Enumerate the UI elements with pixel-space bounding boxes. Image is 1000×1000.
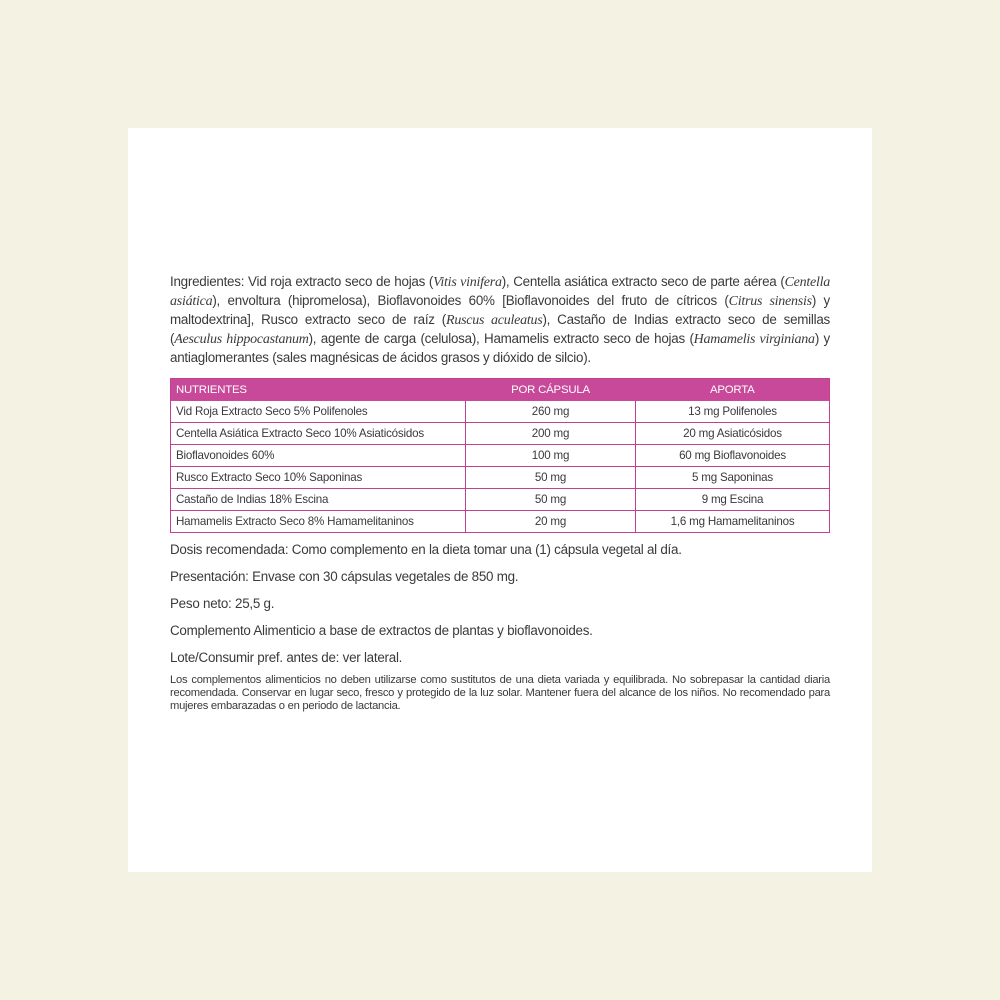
latin-name-vitis: Vitis vinifera [433,275,502,290]
table-row [171,445,830,467]
nutrient-per-capsule: 20 mg [466,511,636,533]
header-por-capsula: POR CÁPSULA [466,379,636,402]
lot-expiry-text: Lote/Consumir pref. antes de: ver lateral. [170,650,403,665]
latin-name-hamamelis: Hamamelis virginiana [693,332,815,347]
label-content [170,273,830,724]
nutrient-provides: 13 mg Polifenoles [636,401,830,423]
nutrient-provides: 9 mg Escina [636,489,830,511]
table-row [171,489,830,511]
nutrient-name: Hamamelis Extracto Seco 8% Hamamelitaninos [171,511,466,533]
nutrient-provides: 1,6 mg Hamamelitaninos [636,511,830,533]
nutrient-name: Vid Roja Extracto Seco 5% Polifenoles [171,401,466,423]
latin-name-centella: Centella asiática [170,275,830,309]
dosage-text: Dosis recomendada: Como complemento en la dieta tomar una (1) cápsula vegetal al día. [170,542,682,557]
nutrient-provides: 20 mg Asiaticósidos [636,423,830,445]
nutrient-per-capsule: 260 mg [466,401,636,423]
table-row [171,467,830,489]
latin-name-ruscus: Ruscus aculeatus [446,313,543,328]
nutrient-per-capsule: 50 mg [466,489,636,511]
header-nutrientes: NUTRIENTES [171,379,466,402]
nutrient-provides: 5 mg Saponinas [636,467,830,489]
ingredients-paragraph: Ingredientes: Vid roja extracto seco de hojas (Vitis vinifera), Centella asiática extracto seco de parte aérea (Centella asiática), envoltura (hipromelosa), Bioflavonoides 60% [Bioflavonoides del fruto de cítricos (Citrus sinensis) y maltodextrina], Rusco extracto seco de raíz (Ruscus aculeatus), Castaño de Indias extracto seco de semillas (Aesculus hippocastanum), agente de carga (celulosa), Hamamelis extracto seco de hojas (Hamamelis virginiana) y antiaglomerantes (sales magnésicas de ácidos grasos y dióxido de silcio). [170,274,830,365]
nutrient-name: Bioflavonoides 60% [171,445,466,467]
table-row [171,423,830,445]
net-weight-text: Peso neto: 25,5 g. [170,596,275,611]
nutrition-table [170,378,830,533]
nutrient-name: Rusco Extracto Seco 10% Saponinas [171,467,466,489]
warning-text: Los complementos alimenticios no deben utilizarse como sustitutos de una dieta variada y equilibrada. No sobrepasar la cantidad diaria recomendada. Conservar en lugar seco, fresco y protegido de la luz solar. Mantener fuera del alcance de los niños. No recomendado para mujeres embarazadas o en periodo de lactancia. [170,674,830,712]
supplement-description: Complemento Alimenticio a base de extractos de plantas y bioflavonoides. [170,623,593,638]
nutrient-name: Centella Asiática Extracto Seco 10% Asiaticósidos [171,423,466,445]
latin-name-citrus: Citrus sinensis [728,294,812,309]
header-aporta: APORTA [636,379,830,402]
presentation-text: Presentación: Envase con 30 cápsulas vegetales de 850 mg. [170,569,519,584]
table-row [171,401,830,423]
label-card [128,128,872,872]
table-row [171,511,830,533]
nutrient-provides: 60 mg Bioflavonoides [636,445,830,467]
table-header-row [171,379,830,402]
nutrient-per-capsule: 50 mg [466,467,636,489]
latin-name-aesculus: Aesculus hippocastanum [174,332,309,347]
nutrient-per-capsule: 200 mg [466,423,636,445]
nutrient-name: Castaño de Indias 18% Escina [171,489,466,511]
nutrient-per-capsule: 100 mg [466,445,636,467]
